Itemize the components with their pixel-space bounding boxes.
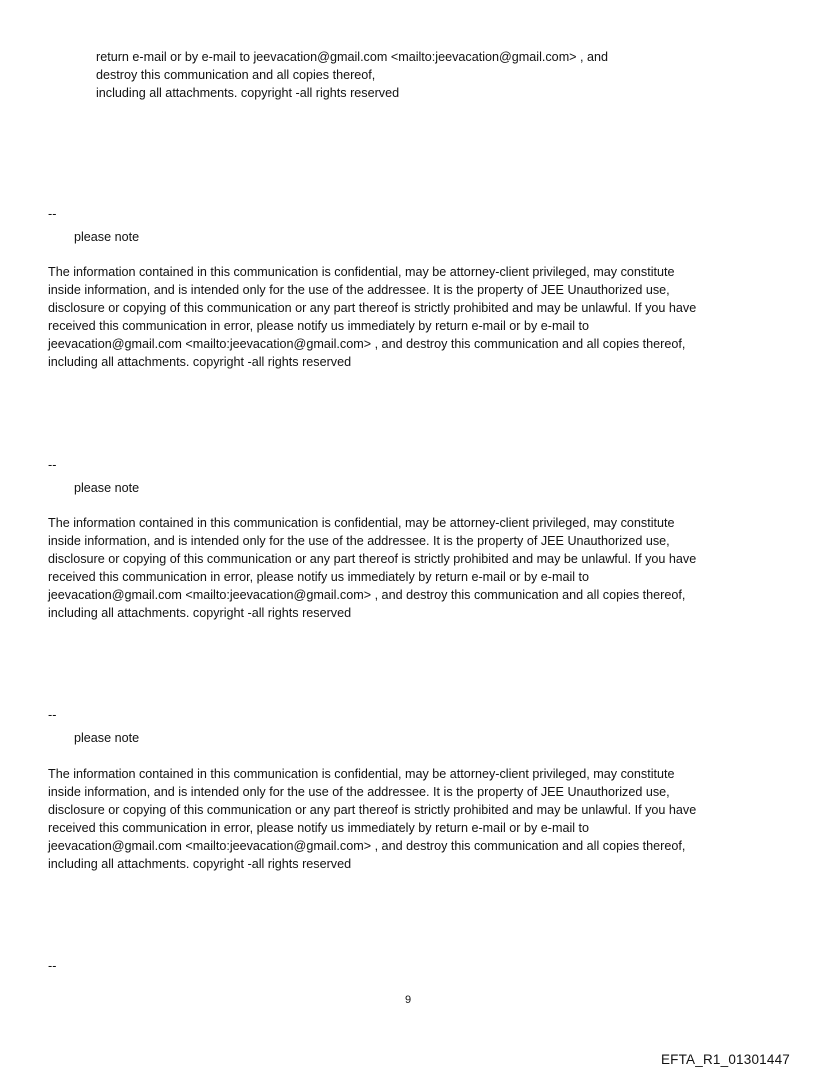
notice-1-line-6: including all attachments. copyright -all rights reserved [48, 355, 352, 369]
notice-2-line-6: including all attachments. copyright -all rights reserved [48, 606, 352, 620]
top-fragment-line-3: including all attachments. copyright -all rights reserved [96, 86, 400, 100]
notice-1-heading: please note [74, 230, 140, 244]
notice-2-line-5: jeevacation@gmail.com <mailto:jeevacation@gmail.com> , and destroy this communication and all copies thereof, [48, 588, 686, 602]
notice-2-heading: please note [74, 481, 140, 495]
notice-3-line-4: received this communication in error, please notify us immediately by return e-mail or by e-mail to [48, 821, 590, 835]
notice-3-line-6: including all attachments. copyright -all rights reserved [48, 857, 352, 871]
separator-1: -- [48, 206, 57, 221]
notice-2-line-3: disclosure or copying of this communication or any part thereof is strictly prohibited and may be unlawful. If you have [48, 552, 697, 566]
page-number: 9 [404, 994, 412, 1006]
notice-3-body [48, 765, 768, 873]
notice-1-line-4: received this communication in error, please notify us immediately by return e-mail or by e-mail to [48, 319, 590, 333]
notice-1-body [48, 263, 768, 371]
separator-4: -- [48, 958, 57, 973]
notice-3-line-3: disclosure or copying of this communication or any part thereof is strictly prohibited and may be unlawful. If you have [48, 803, 697, 817]
top-fragment-line-1: return e-mail or by e-mail to jeevacation@gmail.com <mailto:jeevacation@gmail.com> , and [96, 50, 609, 64]
notice-2-line-2: inside information, and is intended only for the use of the addressee. It is the property of JEE Unauthorized use, [48, 534, 670, 548]
separator-3: -- [48, 707, 57, 722]
notice-3-line-1: The information contained in this communication is confidential, may be attorney-client privileged, may constitute [48, 767, 675, 781]
notice-3-line-2: inside information, and is intended only for the use of the addressee. It is the property of JEE Unauthorized use, [48, 785, 670, 799]
document-id-stamp: EFTA_R1_01301447 [660, 1052, 790, 1067]
notice-3-line-5: jeevacation@gmail.com <mailto:jeevacation@gmail.com> , and destroy this communication and all copies thereof, [48, 839, 686, 853]
notice-1-line-5: jeevacation@gmail.com <mailto:jeevacation@gmail.com> , and destroy this communication and all copies thereof, [48, 337, 686, 351]
notice-2-line-4: received this communication in error, please notify us immediately by return e-mail or by e-mail to [48, 570, 590, 584]
notice-2-line-1: The information contained in this communication is confidential, may be attorney-client privileged, may constitute [48, 516, 675, 530]
notice-2-body [48, 514, 768, 622]
notice-1-line-2: inside information, and is intended only for the use of the addressee. It is the property of JEE Unauthorized use, [48, 283, 670, 297]
notice-1-line-3: disclosure or copying of this communication or any part thereof is strictly prohibited and may be unlawful. If you have [48, 301, 697, 315]
notice-1-line-1: The information contained in this communication is confidential, may be attorney-client privileged, may constitute [48, 265, 675, 279]
separator-2: -- [48, 457, 57, 472]
top-fragment-line-2: destroy this communication and all copies thereof, [96, 68, 376, 82]
notice-3-heading: please note [74, 731, 140, 745]
